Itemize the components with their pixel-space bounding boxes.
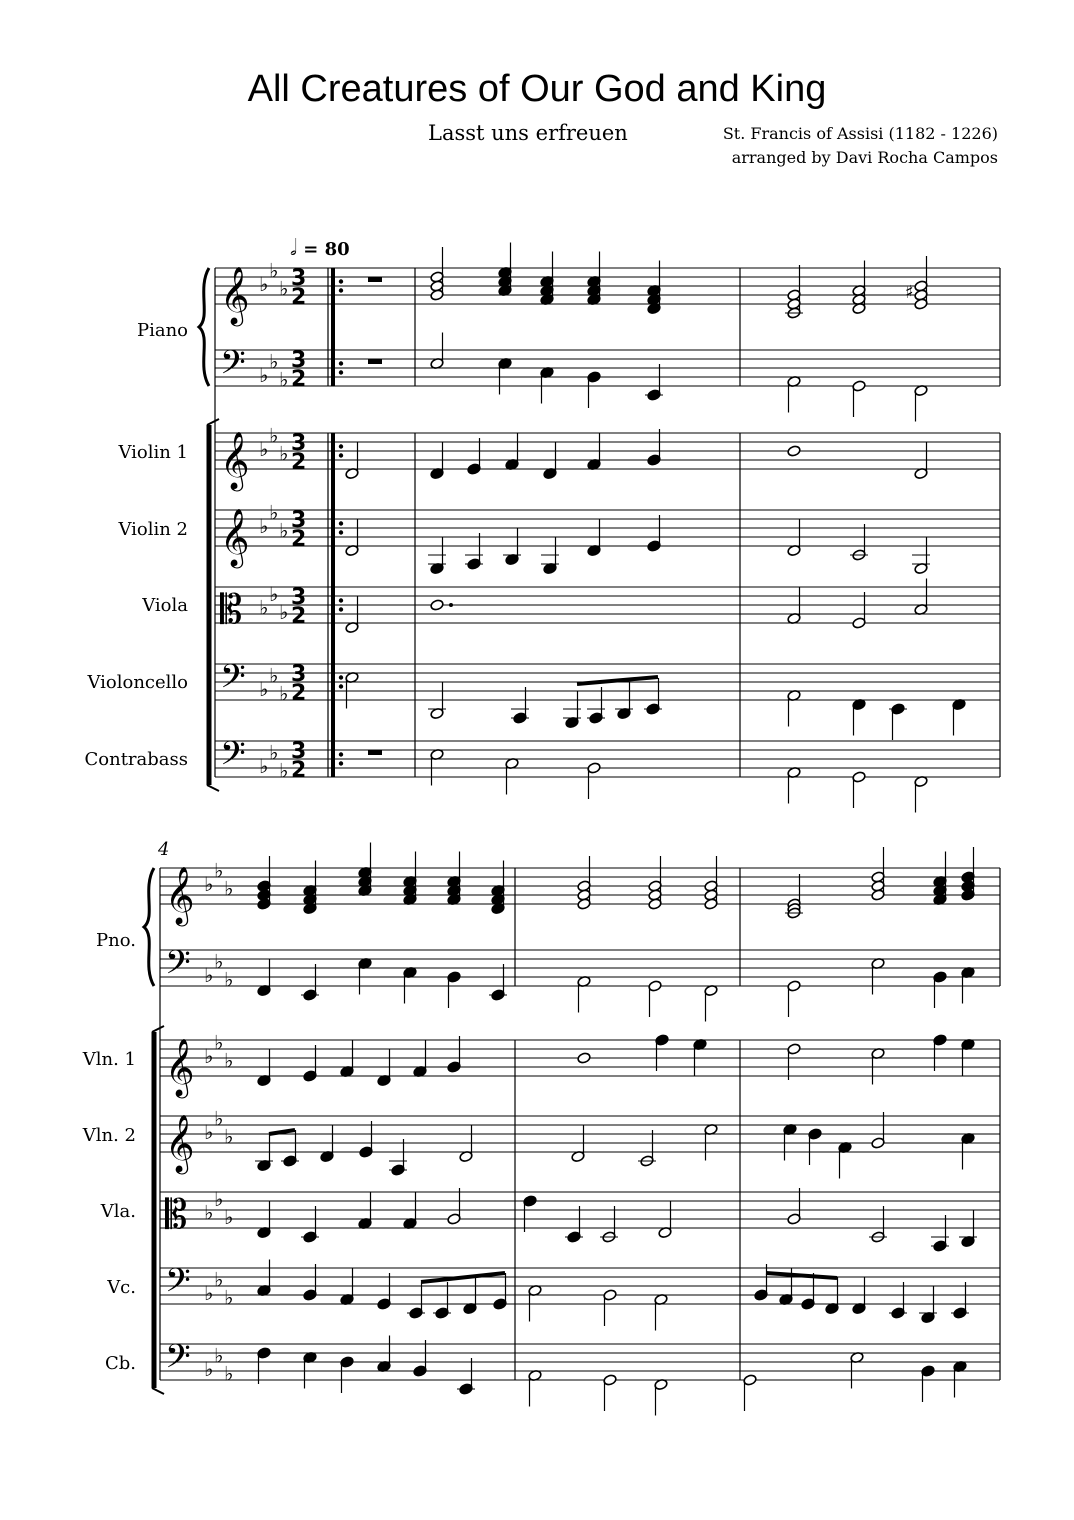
bracket-tip bbox=[152, 1388, 164, 1394]
instrument-label-piano: Piano bbox=[136, 320, 188, 341]
alto-clef-icon: 𝄡 bbox=[220, 587, 243, 633]
flat-icon: ♭ bbox=[224, 1285, 234, 1310]
instrument-label-piano-short: Pno. bbox=[96, 930, 136, 951]
flat-icon: ♭ bbox=[259, 272, 269, 296]
time-sig-numerator: 3 bbox=[291, 266, 307, 291]
whole-rest bbox=[368, 359, 382, 364]
tempo-value: = 80 bbox=[303, 239, 350, 260]
repeat-dot bbox=[339, 684, 343, 688]
flat-icon: ♭ bbox=[269, 740, 279, 765]
time-sig-denominator: 2 bbox=[291, 527, 307, 552]
time-sig-denominator: 2 bbox=[291, 285, 307, 310]
instrument-label-violin-1: Violin 1 bbox=[118, 442, 188, 463]
note-head bbox=[577, 1052, 591, 1064]
treble-clef-icon: 𝄞 bbox=[165, 1038, 195, 1096]
flat-icon: ♭ bbox=[259, 677, 269, 701]
time-sig-numerator: 3 bbox=[291, 431, 307, 456]
repeat-dot bbox=[339, 598, 343, 602]
bracket-tip bbox=[152, 1026, 164, 1032]
measure-number: 4 bbox=[158, 839, 170, 860]
score-title: All Creatures of Our God and King bbox=[247, 68, 827, 110]
flat-icon: ♭ bbox=[269, 349, 279, 374]
alto-clef-icon: 𝄡 bbox=[165, 1192, 188, 1238]
flat-icon: ♭ bbox=[269, 663, 279, 688]
flat-icon: ♭ bbox=[259, 363, 269, 387]
instrument-label-violoncello-short: Vc. bbox=[107, 1277, 136, 1298]
time-sig-denominator: 2 bbox=[291, 681, 307, 706]
time-sig-denominator: 2 bbox=[291, 758, 307, 783]
time-sig-numerator: 3 bbox=[291, 739, 307, 764]
bass-clef-icon: 𝄢 bbox=[165, 944, 191, 990]
piano-brace bbox=[199, 268, 209, 386]
flat-icon: ♭ bbox=[224, 1361, 234, 1386]
flat-icon: ♭ bbox=[214, 1267, 224, 1292]
time-sig-numerator: 3 bbox=[291, 508, 307, 533]
repeat-dot bbox=[339, 752, 343, 756]
instrument-label-viola: Viola bbox=[142, 595, 188, 616]
flat-icon: ♭ bbox=[224, 876, 234, 901]
flat-icon: ♭ bbox=[269, 258, 279, 283]
beam bbox=[577, 677, 658, 684]
flat-icon: ♭ bbox=[259, 754, 269, 778]
flat-icon: ♭ bbox=[269, 423, 279, 448]
repeat-dot bbox=[339, 521, 343, 525]
score-subtitle: Lasst uns erfreuen bbox=[428, 121, 628, 145]
flat-icon: ♭ bbox=[204, 1044, 214, 1068]
half-note-icon: 𝅗𝅥 bbox=[290, 236, 297, 261]
bass-clef-icon: 𝄢 bbox=[165, 1262, 191, 1308]
flat-icon: ♭ bbox=[279, 758, 289, 783]
treble-clef-icon: 𝄞 bbox=[165, 1114, 195, 1172]
flat-icon: ♭ bbox=[259, 514, 269, 538]
flat-icon: ♭ bbox=[279, 367, 289, 392]
instrument-label-violin-2: Violin 2 bbox=[118, 519, 188, 540]
flat-icon: ♭ bbox=[204, 1120, 214, 1144]
treble-clef-icon: 𝄞 bbox=[220, 508, 250, 566]
flat-icon: ♭ bbox=[214, 1106, 224, 1131]
arranger-line: arranged by Davi Rocha Campos bbox=[731, 148, 998, 167]
flat-icon: ♭ bbox=[204, 872, 214, 896]
repeat-dot bbox=[339, 361, 343, 365]
composer-line-1: St. Francis of Assisi (1182 - 1226) bbox=[722, 124, 998, 143]
bass-clef-icon: 𝄢 bbox=[220, 658, 246, 704]
note-head bbox=[430, 599, 444, 611]
whole-rest bbox=[368, 277, 382, 282]
whole-rest bbox=[368, 750, 382, 755]
repeat-dot bbox=[339, 279, 343, 283]
instrument-label-contrabass-short: Cb. bbox=[104, 1353, 136, 1374]
flat-icon: ♭ bbox=[204, 1357, 214, 1381]
treble-clef-icon: 𝄞 bbox=[220, 431, 250, 489]
repeat-dot bbox=[339, 607, 343, 611]
flat-icon: ♭ bbox=[279, 441, 289, 466]
time-sig-numerator: 3 bbox=[291, 662, 307, 687]
bass-clef-icon: 𝄢 bbox=[220, 735, 246, 781]
flat-icon: ♭ bbox=[279, 276, 289, 301]
instrument-label-violin-2-short: Vln. 2 bbox=[82, 1125, 136, 1146]
flat-icon: ♭ bbox=[279, 518, 289, 543]
flat-icon: ♭ bbox=[269, 500, 279, 525]
repeat-dot bbox=[339, 675, 343, 679]
flat-icon: ♭ bbox=[224, 967, 234, 992]
time-sig-denominator: 2 bbox=[291, 367, 307, 392]
time-sig-numerator: 3 bbox=[291, 348, 307, 373]
bracket-tip bbox=[207, 785, 219, 791]
repeat-dot bbox=[339, 370, 343, 374]
instrument-label-viola-short: Vla. bbox=[100, 1201, 136, 1222]
treble-clef-icon: 𝄞 bbox=[220, 266, 250, 324]
time-sig-denominator: 2 bbox=[291, 604, 307, 629]
time-sig-denominator: 2 bbox=[291, 450, 307, 475]
repeat-dot bbox=[339, 530, 343, 534]
flat-icon: ♭ bbox=[224, 1048, 234, 1073]
piano-brace bbox=[144, 868, 154, 986]
note-head bbox=[787, 445, 801, 457]
flat-icon: ♭ bbox=[279, 681, 289, 706]
beam bbox=[269, 1130, 295, 1134]
flat-icon: ♭ bbox=[259, 437, 269, 461]
flat-icon: ♭ bbox=[214, 858, 224, 883]
flat-icon: ♭ bbox=[279, 600, 289, 624]
repeat-dot bbox=[339, 761, 343, 765]
flat-icon: ♭ bbox=[214, 949, 224, 974]
flat-icon: ♭ bbox=[269, 582, 279, 606]
dot bbox=[449, 603, 453, 607]
repeat-dot bbox=[339, 444, 343, 448]
sharp-icon: ♯ bbox=[905, 282, 914, 303]
flat-icon: ♭ bbox=[224, 1205, 234, 1229]
flat-icon: ♭ bbox=[214, 1030, 224, 1055]
flat-icon: ♭ bbox=[214, 1343, 224, 1368]
repeat-dot bbox=[339, 288, 343, 292]
bracket-tip bbox=[207, 419, 219, 425]
flat-icon: ♭ bbox=[204, 963, 214, 987]
flat-icon: ♭ bbox=[259, 595, 269, 620]
instrument-label-violoncello: Violoncello bbox=[87, 672, 188, 693]
instrument-label-violin-1-short: Vln. 1 bbox=[82, 1049, 136, 1070]
time-sig-numerator: 3 bbox=[291, 585, 307, 610]
instrument-label-contrabass: Contrabass bbox=[84, 749, 188, 770]
flat-icon: ♭ bbox=[204, 1281, 214, 1305]
bass-clef-icon: 𝄢 bbox=[220, 344, 246, 390]
flat-icon: ♭ bbox=[214, 1187, 224, 1211]
bass-clef-icon: 𝄢 bbox=[165, 1338, 191, 1384]
treble-clef-icon: 𝄞 bbox=[165, 866, 195, 924]
repeat-dot bbox=[339, 453, 343, 457]
flat-icon: ♭ bbox=[204, 1200, 214, 1225]
flat-icon: ♭ bbox=[224, 1124, 234, 1149]
